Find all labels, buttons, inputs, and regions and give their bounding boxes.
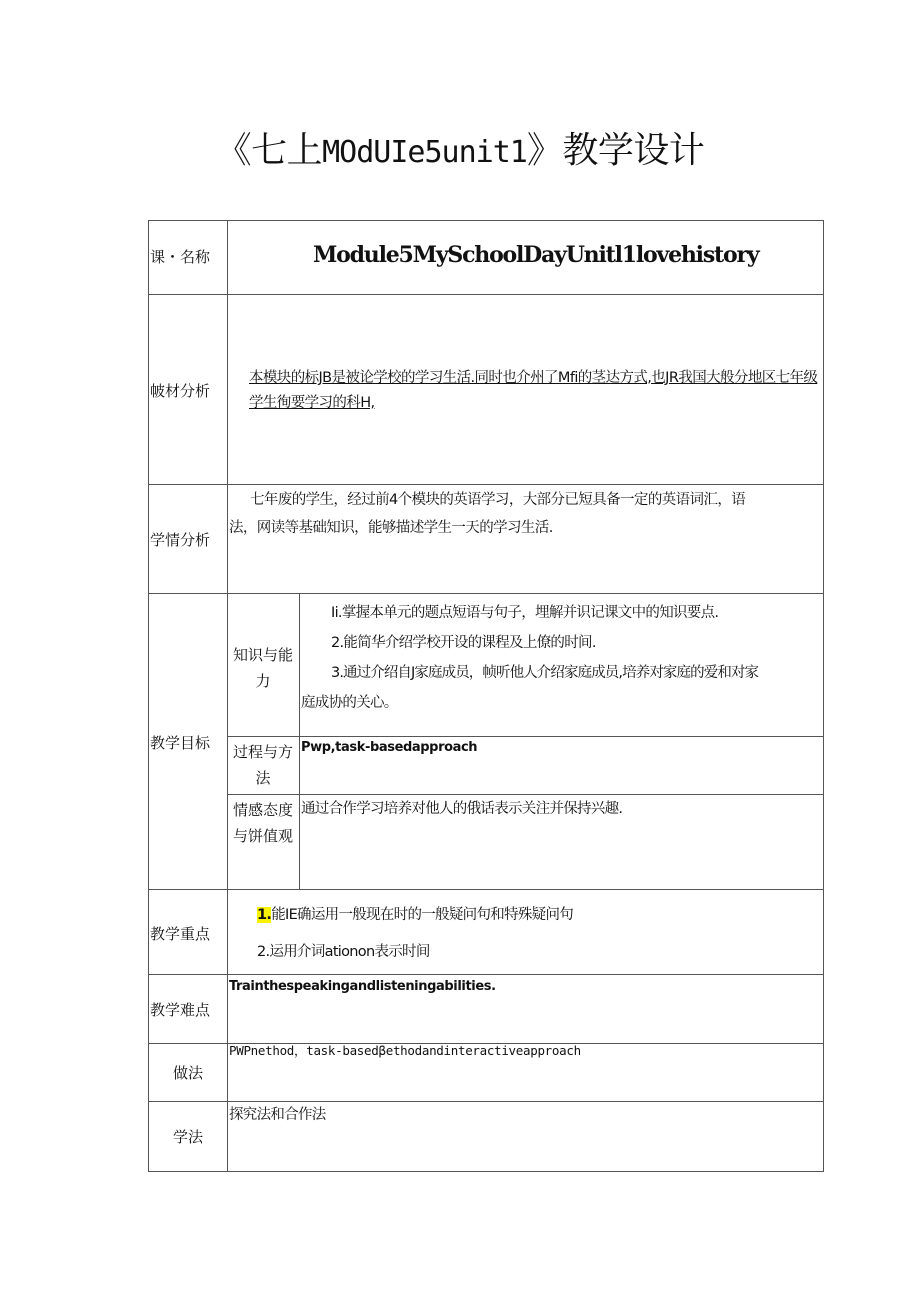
page-title: [0, 122, 920, 173]
lesson-name-value: Module5MySchoolDayUnitl1lovehistory: [313, 242, 759, 268]
learning-method-label: 学法: [172, 1128, 203, 1146]
emotion-values-label: 情感态度与饼值观: [232, 801, 293, 845]
key-point-1-number: 1.: [257, 907, 272, 923]
student-analysis-label: 学情分析: [150, 531, 211, 549]
material-analysis-label: 帔材分析: [150, 382, 211, 400]
student-analysis-line2: 法，网读等基础知识，能够描述学生一天的学习生活.: [229, 520, 553, 536]
difficulties-label: 教学难点: [150, 1001, 211, 1019]
learning-method-text: 探究法和合作法: [229, 1107, 326, 1123]
title-prefix: 《七上: [215, 130, 323, 171]
emotion-values-text: 通过合作学习培养对他人的俄话表示关注并保持兴趣.: [301, 801, 623, 817]
student-analysis-line1: 七年废的学生，经过前4个模块的英语学习，大部分已短具备一定的英语词汇，语: [250, 492, 746, 508]
teaching-method-label: 做法: [172, 1064, 203, 1082]
material-analysis-text: 本模块的标JB是被论学校的学习生活.同时也介州了Mfi的茎达方式,也JR我国大般分地区七年级学生徇要学习的科H,: [249, 370, 818, 411]
knowledge-item-1: Ii.掌握本单元的题点短语与句子，埋解并识记课文中的知识要点.: [331, 605, 719, 621]
process-method-label: 过程与方法: [232, 743, 293, 787]
key-point-1-text: 能IE确运用一般现在时的一般疑问句和特殊疑问句: [271, 907, 574, 923]
lesson-name-label: 课・名称: [150, 248, 211, 266]
key-points-label: 教学重点: [150, 925, 211, 943]
key-point-1: [257, 902, 573, 928]
knowledge-item-2: 2.能简华介绍学校开设的课程及上僚的时间.: [331, 635, 596, 651]
key-point-2: 2.运用介词ationon表示时间: [257, 944, 430, 960]
objectives-label: 教学目标: [150, 734, 211, 752]
process-method-text: Pwp,task-basedapproach: [301, 740, 478, 755]
teaching-method-text: PWPnethod，task-basedβethodandinteractiveapproach: [229, 1043, 581, 1058]
knowledge-item-3-line1: 3.通过介绍自J家庭成员，帧听他人介绍家庭成员,培养对家庭的爱和对家: [331, 665, 759, 681]
title-module: MOdUIe5unit1: [322, 135, 527, 170]
difficulties-text: Trainthespeakingandlisteningabilities.: [229, 979, 496, 994]
title-suffix: 》教学设计: [526, 130, 705, 171]
knowledge-ability-label: 知识与能力: [232, 646, 293, 690]
knowledge-item-3-line2: 庭成协的关心。: [301, 695, 398, 711]
